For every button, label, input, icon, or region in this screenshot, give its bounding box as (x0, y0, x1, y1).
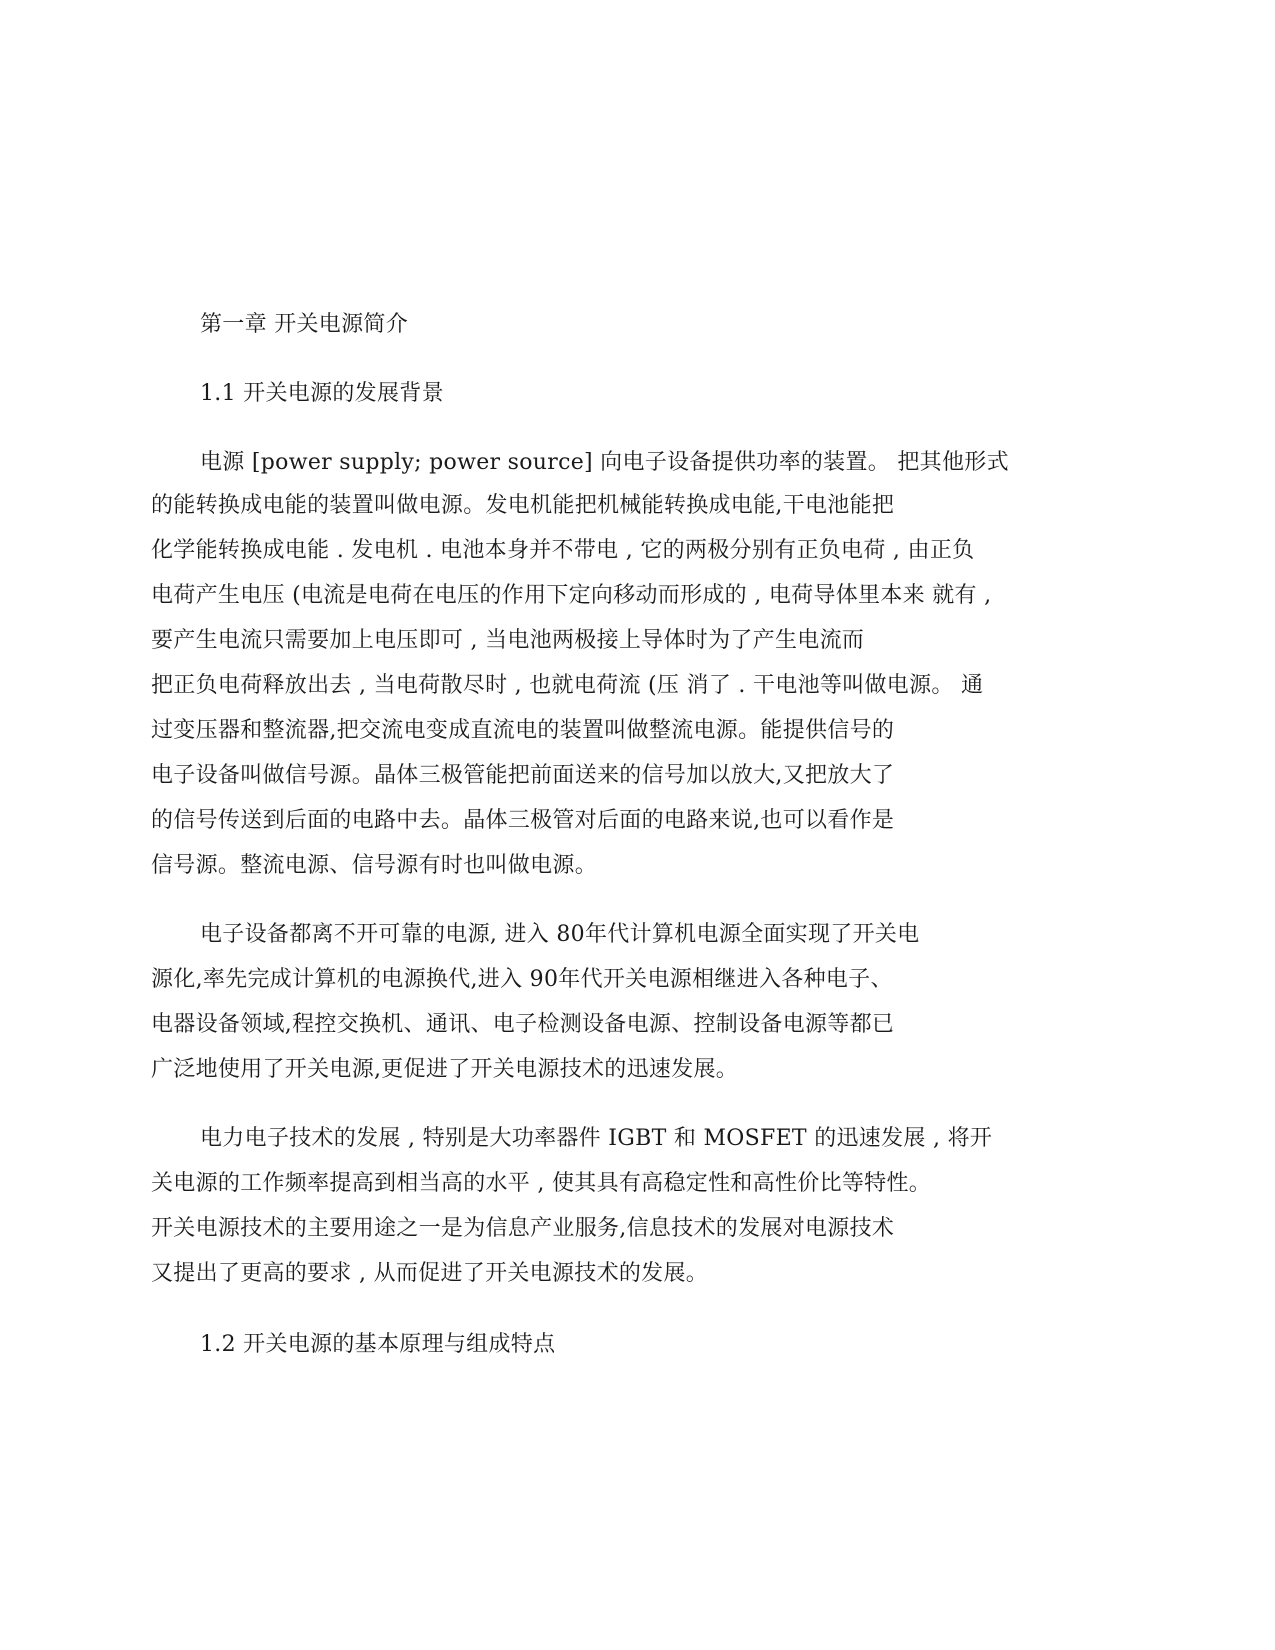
paragraph-line: 化学能转换成电能 . 发电机 . 电池本身并不带电 , 它的两极分别有正负电荷 , 由正负 (151, 538, 975, 563)
paragraph-line: 源化,率先完成计算机的电源换代,进入 90年代开关电源相继进入各种电子、 (151, 967, 893, 992)
paragraph-line: 电子设备叫做信号源。晶体三极管能把前面送来的信号加以放大,又把放大了 (151, 763, 895, 788)
paragraph-line: 电器设备领域,程控交换机、通讯、电子检测设备电源、控制设备电源等都已 (151, 1012, 895, 1037)
section-title-1-1: 1.1 开关电源的发展背景 (200, 381, 444, 406)
paragraph-line: 电源 [power supply; power source] 向电子设备提供功率的装置。 把其他形式 (200, 450, 1009, 475)
paragraph-line: 广泛地使用了开关电源,更促进了开关电源技术的迅速发展。 (151, 1057, 739, 1082)
paragraph-line: 电子设备都离不开可靠的电源, 进入 80年代计算机电源全面实现了开关电 (200, 922, 920, 947)
paragraph-line: 电力电子技术的发展 , 特别是大功率器件 IGBT 和 MOSFET 的迅速发展 , 将开 (200, 1126, 993, 1151)
paragraph-line: 又提出了更高的要求 , 从而促进了开关电源技术的发展。 (151, 1261, 709, 1286)
paragraph-line: 把正负电荷释放出去 , 当电荷散尽时 , 也就电荷流 (压 消了 . 干电池等叫做电源。 通 (151, 673, 984, 698)
paragraph-line: 过变压器和整流器,把交流电变成直流电的装置叫做整流电源。能提供信号的 (151, 718, 895, 743)
paragraph-line: 开关电源技术的主要用途之一是为信息产业服务,信息技术的发展对电源技术 (151, 1216, 895, 1241)
paragraph-line: 关电源的工作频率提高到相当高的水平 , 使其具有高稳定性和高性价比等特性。 (151, 1171, 932, 1196)
section-title-1-2: 1.2 开关电源的基本原理与组成特点 (200, 1332, 556, 1357)
paragraph-line: 的能转换成电能的装置叫做电源。发电机能把机械能转换成电能,干电池能把 (151, 493, 895, 518)
paragraph-line: 信号源。整流电源、信号源有时也叫做电源。 (151, 853, 598, 878)
chapter-title: 第一章 开关电源简介 (200, 312, 408, 337)
paragraph-line: 的信号传送到后面的电路中去。晶体三极管对后面的电路来说,也可以看作是 (151, 808, 895, 833)
paragraph-line: 电荷产生电压 (电流是电荷在电压的作用下定向移动而形成的 , 电荷导体里本来 就有 , (151, 583, 992, 608)
paragraph-line: 要产生电流只需要加上电压即可 , 当电池两极接上导体时为了产生电流而 (151, 628, 865, 653)
